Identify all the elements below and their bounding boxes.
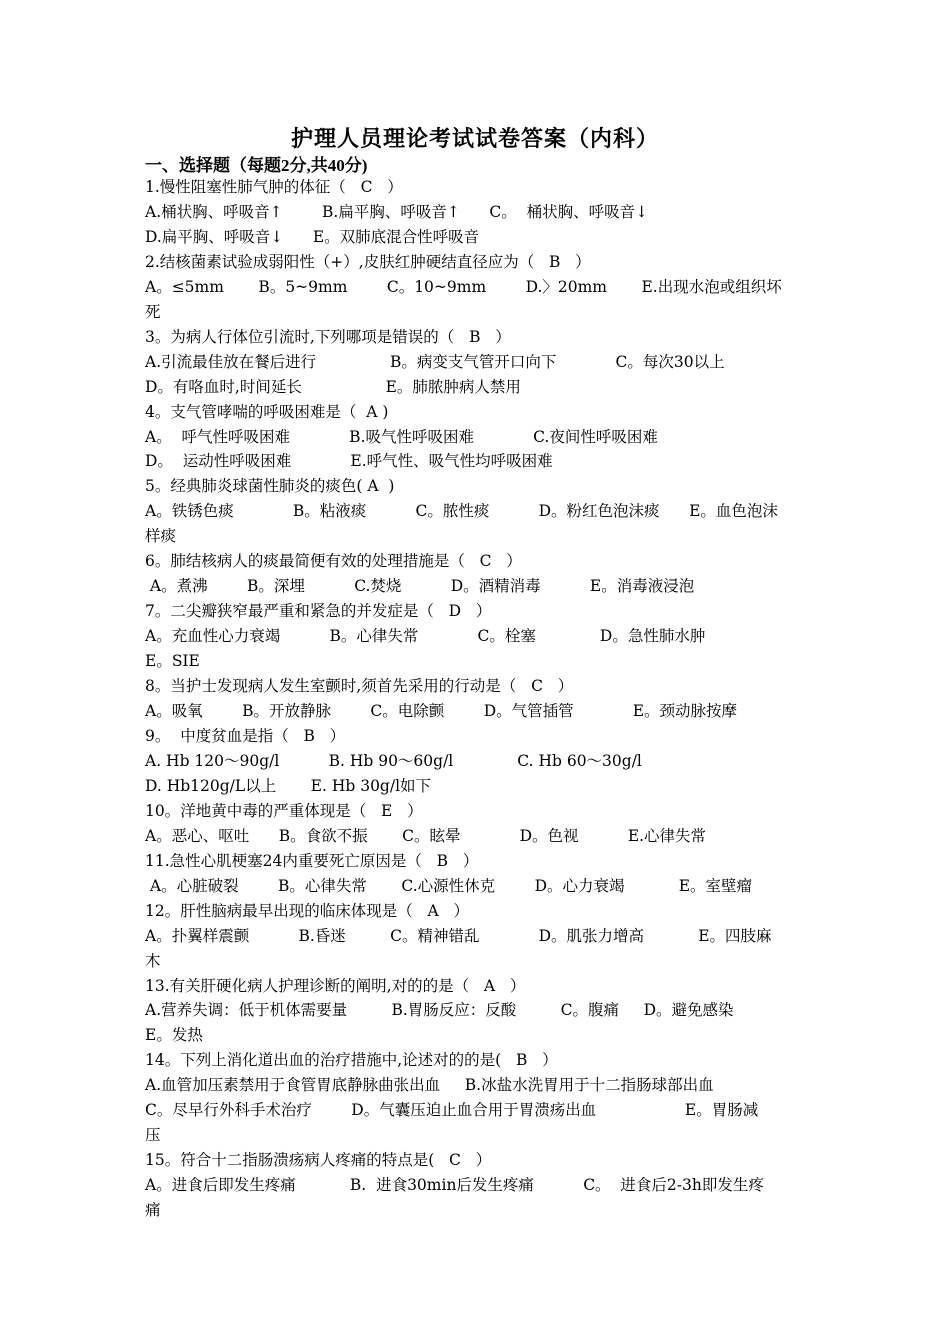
question-line: 12。肝性脑病最早出现的临床体现是（ A ）: [145, 901, 469, 920]
option-line: A。≤5mm B。5~9mm C。10~9mm D.〉20mm E.出现水泡或组织坏: [145, 277, 782, 296]
option-line: D。有咯血时,时间延长 E。肺脓肿病人禁用: [145, 377, 521, 396]
option-line: A.引流最佳放在餐后进行 B。病变支气管开口向下 C。每次30以上: [145, 352, 725, 371]
option-line: 压: [145, 1126, 161, 1145]
option-line: D。 运动性呼吸困难 E.呼气性、吸气性均呼吸困难: [145, 452, 553, 471]
question-line: 9。 中度贫血是指（ B ）: [145, 726, 346, 745]
option-line: A.营养失调：低于机体需要量 B.胃肠反应：反酸 C。腹痛 D。避免感染: [145, 1001, 734, 1020]
section-heading: 一、选择题（每题2分,共40分): [145, 156, 368, 175]
option-line: A.桶状胸、呼吸音↑ B.扁平胸、呼吸音↑ C。 桶状胸、呼吸音↓: [145, 202, 649, 221]
question-line: 1.慢性阻塞性肺气肿的体征（ C ）: [145, 178, 403, 196]
option-line: 痛: [145, 1201, 161, 1220]
option-line: 木: [145, 951, 161, 970]
option-line: E。发热: [145, 1026, 203, 1045]
question-line: 2.结核菌素试验成弱阳性（+）,皮肤红肿硬结直径应为（ B ）: [145, 252, 591, 271]
option-line: A。 呼气性呼吸困难 B.吸气性呼吸困难 C.夜间性呼吸困难: [145, 427, 658, 446]
question-line: 14。下列上消化道出血的治疗措施中,论述对的的是( B ）: [145, 1051, 558, 1070]
question-list: [145, 175, 810, 1223]
question-line: 10。洋地黄中毒的严重体现是（ E ）: [145, 801, 423, 820]
option-line: A。进食后即发生疼痛 B. 进食30min后发生疼痛 C。 进食后2-3h即发生疼: [145, 1176, 764, 1195]
option-line: A. Hb 120～90g/l B. Hb 90～60g/l C. Hb 60～30g/l: [145, 751, 642, 770]
document-title: 护理人员理论考试试卷答案（内科）: [290, 126, 659, 151]
option-line: A。铁锈色痰 B。粘液痰 C。脓性痰 D。粉红色泡沫痰 E。血色泡沫: [145, 502, 778, 521]
option-line: A。充血性心力衰竭 B。心律失常 C。栓塞 D。急性肺水肿: [145, 627, 706, 646]
option-line: 样痰: [145, 527, 177, 546]
question-line: 5。经典肺炎球菌性肺炎的痰色( A ): [145, 477, 395, 496]
option-line: 死: [145, 302, 161, 321]
question-line: 15。符合十二指肠溃疡病人疼痛的特点是( C ）: [145, 1151, 492, 1170]
option-line: A。煮沸 B。深埋 C.焚烧 D。酒精消毒 E。消毒液浸泡: [145, 577, 695, 596]
option-line: D. Hb120g/L以上 E. Hb 30g/l如下: [145, 776, 432, 795]
question-line: 7。二尖瓣狭窄最严重和紧急的并发症是（ D ）: [145, 602, 492, 621]
option-line: C。尽早行外科手术治疗 D。气囊压迫止血合用于胃溃疡出血 E。胃肠减: [145, 1101, 759, 1120]
option-line: D.扁平胸、呼吸音↓ E。双肺底混合性呼吸音: [145, 227, 480, 246]
option-line: A。恶心、呕吐 B。食欲不振 C。眩晕 D。色视 E.心律失常: [145, 826, 707, 845]
option-line: A。心脏破裂 B。心律失常 C.心源性休克 D。心力衰竭 E。室壁瘤: [145, 876, 753, 895]
option-line: A。扑翼样震颤 B.昏迷 C。精神错乱 D。肌张力增高 E。四肢麻: [145, 926, 772, 945]
question-line: 13.有关肝硬化病人护理诊断的阐明,对的的是（ A ）: [145, 976, 526, 995]
option-line: E。SIE: [145, 652, 200, 671]
option-line: A。吸氧 B。开放静脉 C。电除颤 D。气管插管 E。颈动脉按摩: [145, 702, 738, 721]
option-line: A.血管加压素禁用于食管胃底静脉曲张出血 B.冰盐水洗胃用于十二指肠球部出血: [145, 1076, 714, 1095]
question-line: 3。为病人行体位引流时,下列哪项是错误的（ B ）: [145, 327, 511, 346]
question-line: 11.急性心肌梗塞24内重要死亡原因是（ B ）: [145, 851, 479, 870]
question-line: 8。当护士发现病人发生室颤时,须首先采用的行动是（ C ）: [145, 677, 574, 696]
question-line: 6。肺结核病人的痰最简便有效的处理措施是（ C ）: [145, 552, 522, 571]
question-line: 4。支气管哮喘的呼吸困难是（ A ): [145, 402, 389, 421]
